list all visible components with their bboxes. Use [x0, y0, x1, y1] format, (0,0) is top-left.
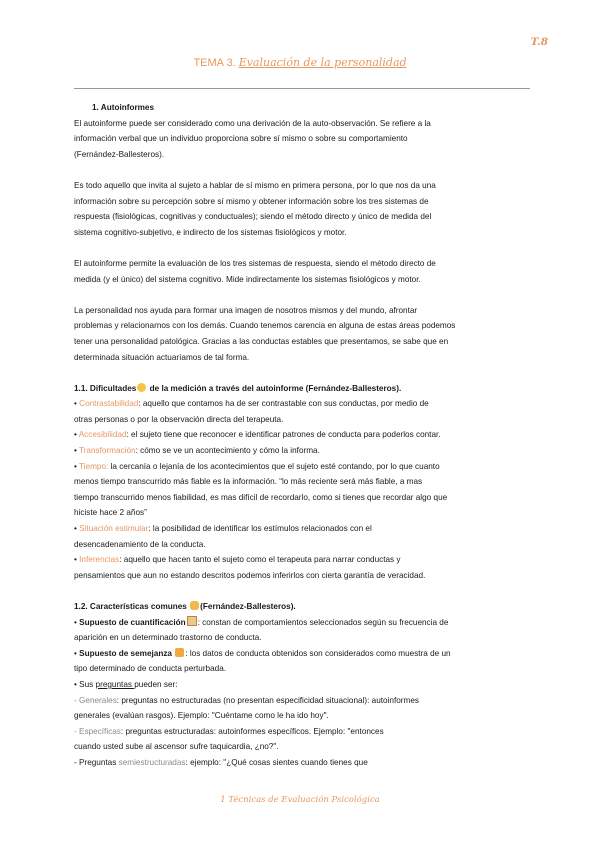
list-item: - Específicas: preguntas estructuradas: autoinformes específicos. Ejemplo: "entonces: [74, 726, 384, 736]
term: Transformación: [79, 446, 136, 456]
list-item: • Situación estimular: la posibilidad de identificar los estímulos relacionados con el: [74, 524, 372, 534]
paragraph-line: determinada situación actuaríamos de tal forma.: [74, 352, 250, 362]
paragraph-line: (Fernández-Ballesteros).: [74, 149, 165, 159]
list-item: [74, 755, 536, 771]
paragraph-line: La personalidad nos ayuda para formar una imagen de nosotros mismos y del mundo, afrontar: [74, 305, 418, 315]
list-item-continuation: desencadenamiento de la conducta.: [74, 539, 206, 549]
list-item: • Supuesto de semejanza : los datos de conducta obtenidos son considerados como muestra de un: [74, 648, 451, 658]
paragraph-line: medida (y el único) del sistema cognitivo. Mide indirectamente los sistemas fisiológicos y motor.: [74, 274, 421, 284]
item-text: : preguntas estructuradas: autoinformes específicos. Ejemplo: "entonces: [120, 726, 384, 736]
page-title: [0, 56, 600, 69]
item-text: : aquello que contamos ha de ser contrastable con sus conductas, por medio de: [138, 399, 429, 409]
page-tag: T.8: [530, 36, 548, 48]
list-item: - Generales: preguntas no estructuradas (no presentan especificidad situacional): autoinformes: [74, 695, 419, 705]
list-item-continuation: cuando usted sube al ascensor sufre taquicardia, ¿no?".: [74, 742, 279, 752]
paragraph-line: El autoinforme permite la evaluación de los tres sistemas de respuesta, siendo el método directo de: [74, 258, 436, 268]
paragraph-line: sistema cognitivo-subjetivo, e indirecto de los sistemas fisiológicos y motor.: [74, 227, 347, 237]
list-item: • Supuesto de cuantificación : constan de comportamientos seleccionados según su frecuencia de: [74, 617, 449, 627]
item-text: la cercanía o lejanía de los acontecimientos que el sujeto esté contando, por lo que cuanto: [108, 461, 440, 471]
paragraph-line: El autoinforme puede ser considerado como una derivación de la auto-observación. Se refiere a la: [74, 118, 431, 128]
heading-text: (Fernández-Ballesteros).: [200, 602, 296, 611]
list-item-continuation: tipo determinado de conducta perturbada.: [74, 664, 227, 674]
paragraph-line: Es todo aquello que invita al sujeto a hablar de sí mismo en primera persona, por lo que nos da una: [74, 180, 436, 190]
list-item: • Sus preguntas pueden ser:: [74, 679, 178, 689]
list-item-continuation: pensamientos que aun no estando descritos podemos inferirlos con cierta garantía de veracidad.: [74, 570, 426, 580]
item-text: : cómo se ve un acontecimiento y cómo la informa.: [135, 446, 320, 456]
term: Específicas: [79, 726, 121, 736]
list-item: • Contrastabilidad: aquello que contamos ha de ser contrastable con sus conductas, por medio de: [74, 399, 429, 409]
twins-icon: [175, 648, 184, 657]
paragraph-line: tener una personalidad patológica. Gracias a las conductas estables que presentamos, se sabe que en: [74, 336, 449, 346]
paragraph-line: información sobre su percepción sobre sí mismo y obtener información sobre los tres sistemas de: [74, 196, 429, 206]
item-text: : la posibilidad de identificar los estímulos relacionados con el: [148, 524, 372, 534]
page-footer: 1 Técnicas de Evaluación Psicológica: [220, 795, 380, 805]
list-item: • Inferencias: aquello que hacen tanto el sujeto como el terapeuta para narrar conductas y: [74, 555, 401, 565]
abacus-icon: [187, 616, 197, 626]
item-text: : aquello que hacen tanto el sujeto como el terapeuta para narrar conductas y: [119, 555, 401, 565]
subsection-heading: [74, 599, 536, 615]
title-divider: [74, 88, 530, 89]
item-text: : los datos de conducta obtenidos son considerados como muestra de un: [185, 648, 451, 658]
term: Tiempo:: [79, 461, 109, 471]
item-text: pueden ser:: [134, 679, 178, 689]
list-item-continuation: otras personas o por la observación directa del terapeuta.: [74, 414, 284, 424]
heading-text: de la medición a través del autoinforme (Fernández-Ballesteros).: [147, 383, 402, 393]
list-item: • Transformación: cómo se ve un acontecimiento y cómo la informa.: [74, 446, 320, 456]
term: Supuesto de semejanza: [79, 648, 172, 658]
item-text: Sus: [79, 679, 96, 689]
subsection-heading: [74, 381, 536, 397]
heading-text: 1.2. Características comunes: [74, 602, 187, 611]
handshake-icon: [190, 601, 199, 610]
term: Generales: [79, 695, 117, 705]
term: Inferencias: [79, 555, 120, 565]
title-number: TEMA 3.: [193, 57, 236, 69]
heading-text: 1.1. Dificultades: [74, 383, 137, 393]
list-item-continuation: hiciste hace 2 años”: [74, 508, 147, 518]
list-item-continuation: generales (evalúan rasgos). Ejemplo: "Cuéntame como le ha ido hoy".: [74, 711, 329, 721]
item-text: : preguntas no estructuradas (no presentan especificidad situacional): autoinformes: [116, 695, 419, 705]
term: Accesibilidad: [78, 430, 127, 440]
term: Contrastabilidad: [79, 399, 139, 409]
term: semiestructuradas: [118, 757, 186, 767]
term: Supuesto de cuantificación: [79, 617, 186, 627]
term: Situación estimular: [79, 524, 149, 534]
item-text: : constan de comportamientos seleccionados según su frecuencia de: [197, 617, 449, 627]
document-body: [74, 100, 536, 771]
paragraph-line: información verbal que un individuo proporciona sobre sí mismo o sobre su comportamiento: [74, 134, 408, 144]
title-name: Evaluación de la personalidad: [238, 56, 407, 69]
list-item: • Accesibilidad: el sujeto tiene que reconocer e identificar patrones de conducta para poderlos contar.: [74, 430, 441, 440]
smiling-face-icon: [137, 383, 146, 392]
section-heading: 1. Autoinformes: [92, 103, 155, 112]
list-item-continuation: tiempo transcurrido menos fiabilidad, es mas difícil de recordarlo, como si tienes que recordar algo que: [74, 492, 448, 502]
paragraph-line: problemas y relacionarnos con los demás. Cuando tenemos carencia en alguna de estas áreas podemos: [74, 321, 456, 331]
list-item: • Tiempo: la cercanía o lejanía de los acontecimientos que el sujeto esté contando, por lo que cuanto: [74, 461, 440, 471]
item-text: : ejemplo: "¿Qué cosas sientes cuando tienes que: [185, 757, 368, 767]
underlined-term: preguntas: [95, 679, 135, 689]
list-item-continuation: aparición en un determinado trastorno de conducta.: [74, 633, 262, 643]
item-text: : el sujeto tiene que reconocer e identificar patrones de conducta para poderlos contar.: [126, 430, 441, 440]
list-item-continuation: menos tiempo transcurrido más fiable es la información. “lo más reciente será más fiable, a mas: [74, 477, 423, 487]
item-text: - Preguntas: [74, 757, 119, 767]
paragraph-line: respuesta (fisiológicas, cognitivas y conductuales); siendo el método directo y único de medida del: [74, 212, 432, 222]
